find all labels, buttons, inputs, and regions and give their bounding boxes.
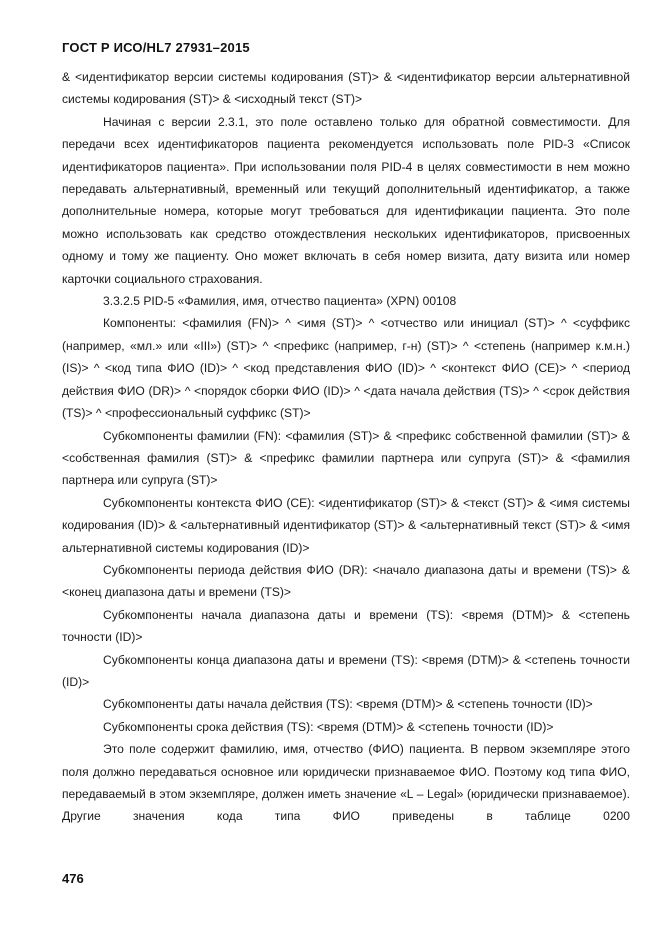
- document-header: ГОСТ Р ИСО/HL7 27931–2015: [62, 40, 250, 55]
- paragraph-field-description: Это поле содержит фамилию, имя, отчество (ФИО) пациента. В первом экземпляре этого поля должно передаваться основное или юридически признаваемое ФИО. Поэтому код типа ФИО, передаваемый в этом экземпляре, должен иметь значение «L – Legal» (юридически признаваемое). Другие значения кода типа ФИО приведены в таблице 0200: [62, 742, 630, 824]
- paragraph-family-subcomponents: Субкомпоненты фамилии (FN): <фамилия (ST)> & <префикс собственной фамилии (ST)> & <собственная фамилия (ST)> & <префикс фамилии партнера или супруга (ST)> & <фамилия партнера или супруга (ST)>: [62, 428, 630, 488]
- document-body: [62, 66, 630, 828]
- section-heading-pid-5: 3.3.2.5 PID-5 «Фамилия, имя, отчество пациента» (XPN) 00108: [103, 294, 457, 309]
- paragraph-components: Компоненты: <фамилия (FN)> ^ <имя (ST)> ^ <отчество или инициал (ST)> ^ <суффикс (например, «мл.» или «III») (ST)> ^ <префикс (например, г-н) (ST)> ^ <степень (например к.м.н.) (IS)> ^ <код типа ФИО (ID)> ^ <код представления ФИО (ID)> ^ <контекст ФИО (CE)> ^ <период действия ФИО (DR)> ^ <порядок сборки ФИО (ID)> ^ <дата начала действия (TS)> ^ <срок действия (TS)> ^ <профессиональный суффикс (ST)>: [62, 316, 630, 421]
- paragraph-continuation: & <идентификатор версии системы кодирования (ST)> & <идентификатор версии альтернативной системы кодирования (ST)> & <исходный текст (ST)>: [62, 70, 630, 107]
- paragraph-compatibility-note: Начиная с версии 2.3.1, это поле оставлено только для обратной совместимости. Для передачи всех идентификаторов пациента рекомендуется использовать поле PID-3 «Список идентификаторов пациента». При использовании поля PID-4 в целях совместимости в нем можно передавать альтернативный, временный или текущий дополнительный идентификатор, а также дополнительные номера, которые могут требоваться для идентификации пациента. Это поле можно использовать как средство отождествления нескольких идентификаторов, присвоенных одному и тому же пациенту. Оно может включать в себя номер визита, дату визита или номер карточки социального страхования.: [62, 114, 630, 286]
- paragraph-range-start-subcomponents: Субкомпоненты начала диапазона даты и времени (TS): <время (DTM)> & <степень точности (ID)>: [62, 607, 630, 645]
- paragraph-start-date-subcomponents: Субкомпоненты даты начала действия (TS): <время (DTM)> & <степень точности (ID)>: [103, 697, 593, 712]
- paragraph-expiry-subcomponents: Субкомпоненты срока действия (TS): <время (DTM)> & <степень точности (ID)>: [103, 719, 554, 734]
- page-number: 476: [62, 871, 84, 886]
- paragraph-context-subcomponents: Субкомпоненты контекста ФИО (CE): <идентификатор (ST)> & <текст (ST)> & <имя системы кодирования (ID)> & <альтернативный идентификатор (ST)> & <альтернативный текст (ST)> & <имя альтернативной системы кодирования (ID)>: [62, 495, 630, 555]
- paragraph-period-subcomponents: Субкомпоненты периода действия ФИО (DR): <начало диапазона даты и времени (TS)> & <конец диапазона даты и времени (TS)>: [62, 562, 630, 600]
- paragraph-range-end-subcomponents: Субкомпоненты конца диапазона даты и времени (TS): <время (DTM)> & <степень точности (ID)>: [62, 652, 630, 689]
